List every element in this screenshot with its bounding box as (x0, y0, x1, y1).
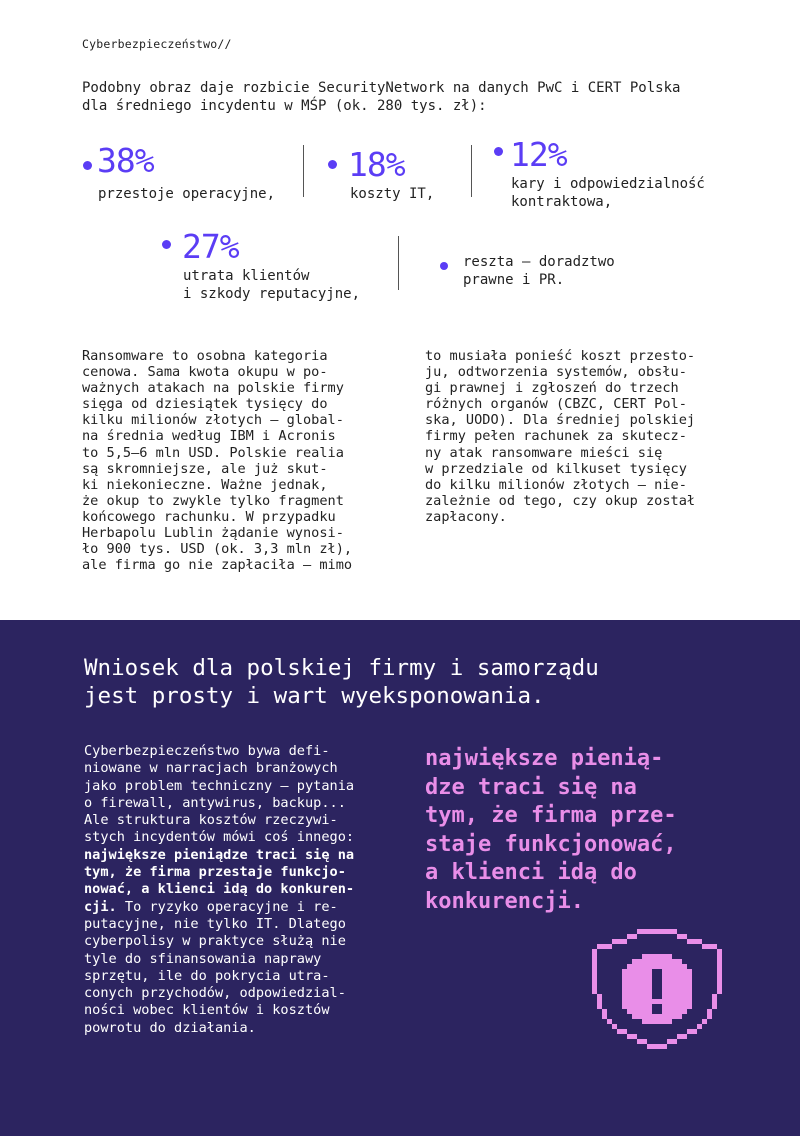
stat-percentage: 18% (348, 145, 405, 184)
stat-percentage: 38% (97, 141, 154, 180)
conclusion-text: To ryzyko operacyjne i re- putacyjne, nie tylko IT. Dlatego cyberpolisy w praktyce służą nie tyle do sfinansowania naprawy sprzętu, ile do pokrycia utra- conych przychodów, odpowiedzial- ności wobec klientów i kosztów powrotu do działania. (84, 898, 346, 1036)
stat-description: reszta – doradztwo (463, 254, 615, 270)
stat-description: prawne i PR. (463, 272, 565, 288)
stat-description: przestoje operacyjne, (98, 186, 276, 202)
pixel-shield-warning-icon (592, 929, 722, 1059)
divider (303, 145, 304, 197)
stat-description: koszty IT, (350, 186, 435, 202)
bullet-dot (328, 160, 337, 169)
conclusion-text: Cyberbezpieczeństwo bywa defi- niowane w narracjach branżowych jako problem techniczny – pytania o firewall, antywirus, backup... Ale struktura kosztów rzeczywi- stych incydentów mówi coś innego: (84, 743, 355, 846)
intro-line-1: Podobny obraz daje rozbicie SecurityNetwork na danych PwC i CERT Polska (82, 80, 681, 96)
bullet-dot (162, 240, 171, 249)
stat-description: i szkody reputacyjne, (183, 286, 361, 302)
pull-quote: największe pienią- dze traci się na tym, że firma prze- staje funkcjonować, a klienci idą do konkurencji. (425, 746, 677, 914)
body-column-right (425, 348, 725, 525)
bullet-dot (83, 161, 92, 170)
stat-description: utrata klientów (183, 268, 310, 284)
conclusion-title: Wniosek dla polskiej firmy i samorządu jest prosty i wart wyeksponowania. (84, 655, 599, 709)
body-text: to musiała ponieść koszt przesto- ju, odtworzenia systemów, obsłu- gi prawnej i zgłoszeń do trzech różnych organów (CBZC, CERT Pol- ska, UODO). Dla średniej polskiej firmy pełen rachunek za skutecz- ny atak ransomware mieści się w przedziale od kilkuset tysięcy do kilku milionów złotych – nie- zależnie od tego, czy okup został zapłacony. (425, 348, 696, 525)
conclusion-emphasis: największe pieniądze traci się na tym, że firma przestaje funkcjo- nować, a klienci idą do konkuren- cji. (84, 846, 355, 915)
bullet-dot (494, 147, 503, 156)
section-header: Cyberbezpieczeństwo// (82, 37, 232, 51)
divider (471, 145, 472, 197)
body-column-left (82, 348, 382, 573)
stat-percentage: 27% (182, 227, 239, 266)
intro-paragraph (82, 79, 722, 115)
conclusion-body (84, 743, 354, 1037)
stat-description: kontraktowa, (511, 194, 613, 210)
body-text: Ransomware to osobna kategoria cenowa. Sama kwota okupu w po- ważnych atakach na polskie firmy sięga od dziesiątek tysięcy do kilku milionów złotych – global- na średnia według IBM i Acronis to 5,5–6 mln USD. Polskie realia są skromniejsze, ale już skut- ki niekonieczne. Ważne jednak, że okup to zwykle tylko fragment końcowego rachunku. W przypadku Herbapolu Lublin żądanie wynosi- ło 900 tys. USD (ok. 3,3 mln zł), ale firma go nie zapłaciła – mimo (82, 348, 353, 574)
intro-line-2: dla średniego incydentu w MŚP (ok. 280 tys. zł): (82, 98, 487, 114)
stat-description: kary i odpowiedzialność (511, 176, 705, 192)
bullet-dot (440, 262, 448, 270)
stat-percentage: 12% (510, 135, 567, 174)
divider (398, 236, 399, 290)
